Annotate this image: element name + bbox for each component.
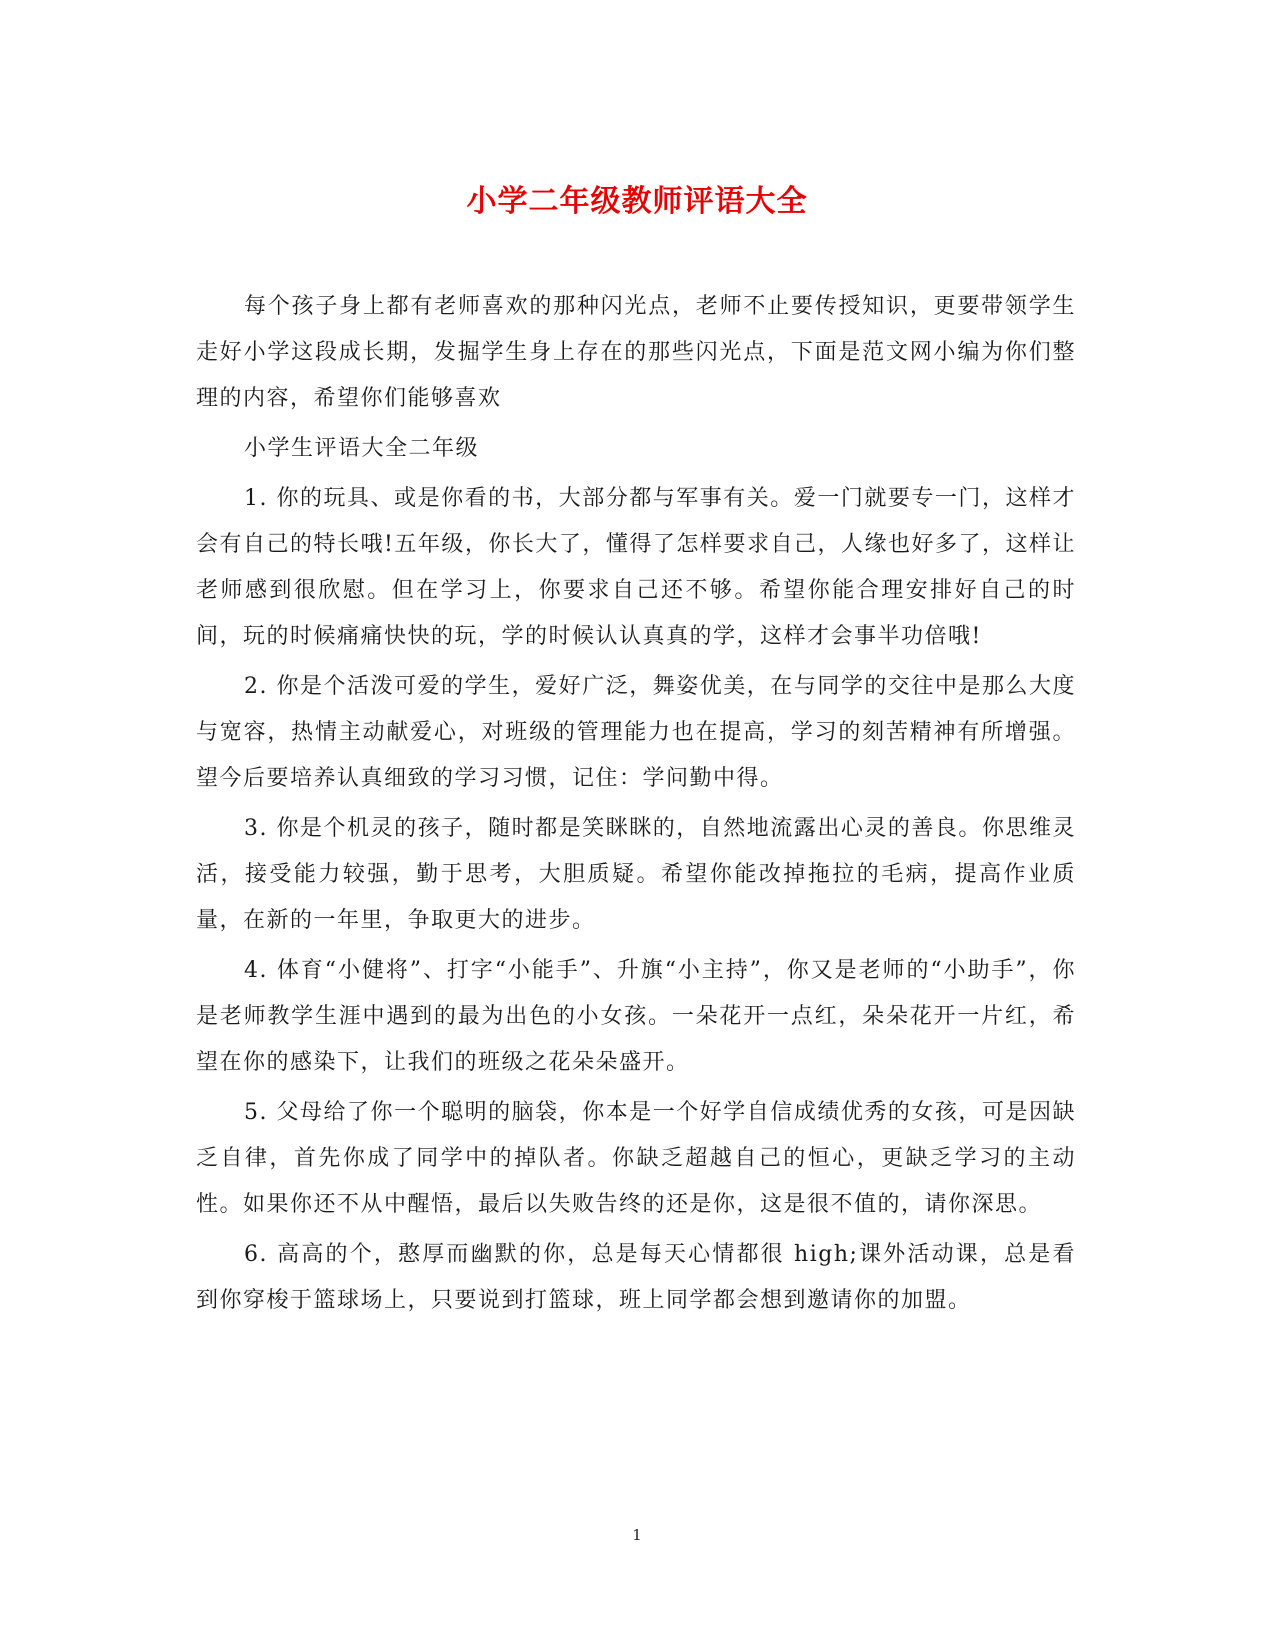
comment-paragraph-1: 1. 你的玩具、或是你看的书，大部分都与军事有关。爱一门就要专一门，这样才会有自己的特长哦!五年级，你长大了，懂得了怎样要求自己，人缘也好多了，这样让老师感到很欣慰。但在学习上，你要求自己还不够。希望你能合理安排好自己的时间，玩的时候痛痛快快的玩，学的时候认认真真的学，这样才会事半功倍哦! (196, 486, 1076, 649)
document-body (196, 284, 1076, 1324)
document-title: 小学二年级教师评语大全 (466, 184, 808, 219)
page-number: 1 (632, 1526, 642, 1544)
comment-paragraph-3: 3. 你是个机灵的孩子，随时都是笑眯眯的，自然地流露出心灵的善良。你思维灵活，接受能力较强，勤于思考，大胆质疑。希望你能改掉拖拉的毛病，提高作业质量，在新的一年里，争取更大的进步。 (196, 816, 1076, 933)
comment-paragraph-6: 6. 高高的个，憨厚而幽默的你，总是每天心情都很 high;课外活动课，总是看到你穿梭于篮球场上，只要说到打篮球，班上同学都会想到邀请你的加盟。 (196, 1242, 1076, 1313)
comment-paragraph-4: 4. 体育“小健将”、打字“小能手”、升旗“小主持”，你又是老师的“小助手”，你是老师教学生涯中遇到的最为出色的小女孩。一朵花开一点红，朵朵花开一片红，希望在你的感染下，让我们的班级之花朵朵盛开。 (196, 958, 1076, 1075)
intro-paragraph: 每个孩子身上都有老师喜欢的那种闪光点，老师不止要传授知识，更要带领学生走好小学这段成长期，发掘学生身上存在的那些闪光点，下面是范文网小编为你们整理的内容，希望你们能够喜欢 (196, 294, 1076, 411)
comment-paragraph-5: 5. 父母给了你一个聪明的脑袋，你本是一个好学自信成绩优秀的女孩，可是因缺乏自律，首先你成了同学中的掉队者。你缺乏超越自己的恒心，更缺乏学习的主动性。如果你还不从中醒悟，最后以失败告终的还是你，这是很不值的，请你深思。 (196, 1100, 1076, 1217)
section-heading: 小学生评语大全二年级 (244, 436, 480, 461)
comment-paragraph-2: 2. 你是个活泼可爱的学生，爱好广泛，舞姿优美，在与同学的交往中是那么大度与宽容，热情主动献爱心，对班级的管理能力也在提高，学习的刻苦精神有所增强。望今后要培养认真细致的学习习惯，记住：学问勤中得。 (196, 674, 1076, 791)
